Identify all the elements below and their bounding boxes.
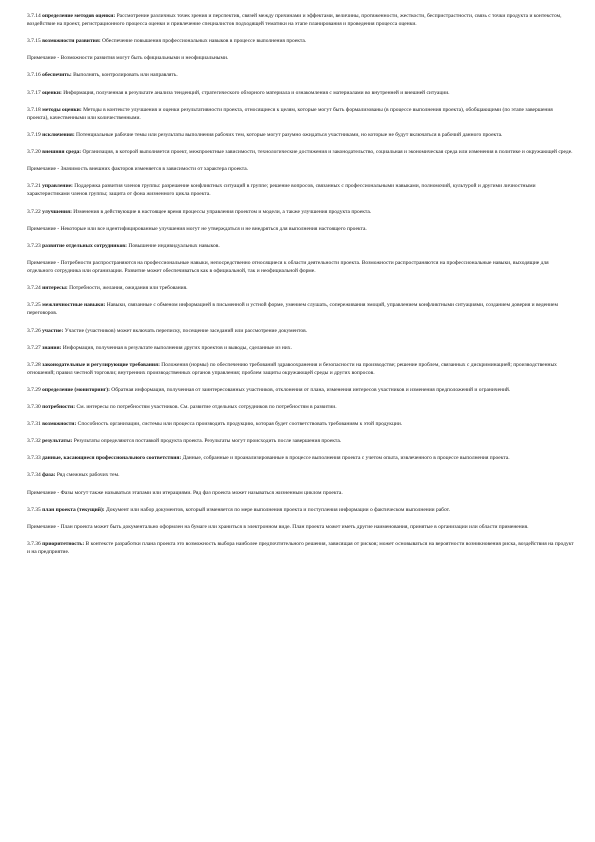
definition-text: Ряд смежных рабочих тем. [56,472,120,479]
definition-paragraph [27,361,575,377]
clause-number: 3.7.32 [27,438,41,445]
definition-paragraph [27,71,575,79]
definition-text: Организация, в которой выполняется проект, межпроектные зависимости, технологические достижения и законодательство, социальная и экономическая среда или изменения в политике и окружающей среде. [82,149,573,156]
clause-number: 3.7.16 [27,72,41,79]
term-name: управление: [42,183,73,190]
definition-paragraph [27,131,575,139]
definition-paragraph [27,89,575,97]
definition-paragraph [27,182,575,198]
clause-number: 3.7.30 [27,404,41,411]
definition-paragraph [27,148,575,156]
term-name: исключения: [42,131,75,138]
definition-text: Результаты определяются поставкой продукта проекта. Результаты могут происходить после завершения проекта. [73,438,342,445]
definition-paragraph [27,420,575,428]
note-text: Примечание - Значимость внешних факторов изменяется в зависимости от характера проекта. [27,166,249,173]
term-name: возможности: [42,421,77,428]
term-name: возможности развития: [42,38,101,45]
definition-text: Поддержка развития членов группы: разрешение конфликтных ситуаций в группе; решение вопросов, связанных с профессиональными навыками, полномочий, культурой и другими личностными характеристиками членов группы; защита от фона жизненного цикла проекта. [27,183,536,198]
definition-text: В контексте разработки плана проекта это возможность выбора наиболее предпочтительного решения, зависящая от рисков; может основываться на вероятности возникновения риска, воздействия на продукт и на предприятие. [27,540,574,556]
note-paragraph [27,259,575,275]
definition-paragraph [27,301,575,317]
definition-paragraph [27,37,575,45]
clause-number: 3.7.19 [27,131,41,138]
definition-text: Рассмотрение различных точек зрения и перспектив, связей между причинами и эффектами, величины, протяженности, жесткости, беспристрастности, связь с точки продукта и контекстом, воздействие на проект, регистрационного процесса оценки и привлечение специалистов подходящей тематики на этапе планирования и проведения процесса оценки. [27,13,562,28]
definition-text: Участие (участников) может включать переписку, посещение заседаний или рассмотрение документов. [64,327,308,334]
note-paragraph [27,489,575,497]
definition-paragraph [27,540,575,556]
definition-text: Обеспечение повышения профессиональных навыков в процессе выполнения проекта. [102,38,307,45]
note-text: Примечание - Возможности развития могут быть официальными и неофициальными. [27,55,229,62]
term-name: участие: [42,327,64,334]
term-name: развитие отдельных сотрудников: [42,242,127,249]
clause-number: 3.7.35 [27,506,41,513]
definition-paragraph [27,471,575,479]
clause-number: 3.7.23 [27,242,41,249]
term-name: улучшения: [42,208,72,215]
term-name: интересы: [42,285,68,292]
definition-paragraph [27,327,575,335]
clause-number: 3.7.28 [27,361,41,368]
term-name: результаты: [42,438,73,445]
term-name: законодательные и регулирующие требования: [42,361,160,368]
definition-text: Повышение индивидуальных навыков. [128,242,220,249]
definition-paragraph [27,506,575,514]
term-name: методы оценки: [42,106,82,113]
clause-number: 3.7.18 [27,106,41,113]
definition-text: Положения (нормы) по обеспечению требований здравоохранения и безопасности на производстве; решение проблем, связанных с дискриминацией; производственных отношений; правил честной торговли; внутренних производственных органов управления; проблем защиты окружающей среды и других вопросов. [27,361,557,376]
note-paragraph [27,523,575,531]
definition-text: Информация, полученная в результате выполнения других проектов и выводы, сделанные из них. [62,344,292,351]
definition-text: Потенциальные рабочие темы или результаты выполнения рабочих тем, которые могут разумно ожидаться участниками, но которые не будут включаться в рабочий данного проекта. [76,131,503,138]
term-name: приоритетность: [42,540,85,547]
term-name: потребности: [42,404,76,411]
clause-number: 3.7.22 [27,208,41,215]
term-name: межличностные навыки: [42,302,106,309]
term-name: знания: [42,344,62,351]
clause-number: 3.7.34 [27,472,41,479]
definition-paragraph [27,242,575,250]
note-text: Примечание - Потребности распространяются на профессиональные навыки, непосредственно относящиеся к области деятельности проекта. Возможности распространяются на профессиональные навыки, выходящие для отдельного сотрудника или организации. Развитие может обеспечиваться как в официальной, так и неофициальной форме. [27,259,549,275]
clause-number: 3.7.21 [27,183,41,190]
definition-text: Методы в контексте улучшения и оценки результативности проекта, относящиеся к целям, которые могут быть формализованы (в процессе выполнения проекта), обобщающими (по этапе завершения проекта), качественными или количественными. [27,106,553,121]
definition-text: Навыки, связанные с обменом информацией в письменной и устной форме, умением слушать, сопереживания эмоций, управлением конфликтными ситуациями, созданием доверия и ведением переговоров. [27,302,558,317]
term-name: внешняя среда: [42,149,82,156]
clause-number: 3.7.24 [27,285,41,292]
definition-text: Данные, собранные и проанализированные в процессе выполнения проекта с учетом опыта, извлеченного в процессе выполнения проекта. [182,455,510,462]
definition-paragraph [27,403,575,411]
term-name: данные, касающиеся профессионального соответствия: [42,455,182,462]
definition-text: См. интересы по потребностям участников. См. развитие отдельных сотрудников по потребностям в развитии. [76,404,337,411]
clause-number: 3.7.33 [27,455,41,462]
clause-number: 3.7.29 [27,387,41,393]
clause-number: 3.7.25 [27,302,41,309]
definition-paragraph [27,344,575,352]
note-text: Примечание - Фазы могут также называться этапами или итерациями. Ряд фаз проекта может называться жизненным циклом проекта. [27,489,343,496]
note-paragraph [27,225,575,233]
term-name: обеспечить: [42,72,72,79]
definition-text: Документ или набор документов, который изменяется по мере выполнения проекта и поступления информации о фактическом выполнении работ. [106,506,451,513]
definition-paragraph [27,12,575,28]
definition-text: Способность организации, системы или процесса производить продукцию, которая будет соответствовать требованиям к этой продукции. [77,421,403,428]
term-name: оценки: [42,89,62,96]
term-name: определение (мониторинг): [42,387,110,393]
clause-number: 3.7.17 [27,89,41,96]
definition-paragraph [27,106,575,122]
clause-number: 3.7.27 [27,344,41,351]
clause-number: 3.7.26 [27,327,41,334]
definition-paragraph [27,437,575,445]
definition-paragraph [27,454,575,462]
clause-number: 3.7.31 [27,421,41,428]
term-name: определение методов оценки: [42,13,116,19]
note-text: Примечание - Некоторые или все идентифицированные улучшения могут не утверждаться и не внедряться для выполнения настоящего проекта. [27,225,367,232]
definition-paragraph [27,386,575,394]
clause-number: 3.7.36 [27,540,41,547]
definition-text: Изменения в действующие в настоящее время процессы управления проектом и модели, а также улучшения продукта проекта. [73,208,372,215]
definition-paragraph [27,208,575,216]
clause-number: 3.7.14 [27,13,41,19]
note-paragraph [27,54,575,62]
definition-text: Выполнять, контролировать или направлять. [73,72,178,79]
note-text: Примечание - План проекта может быть документально оформлен на бумаге или храниться в электронном виде. План проекта может иметь другие наименования, принятые в организации или области применения. [27,523,529,530]
note-paragraph [27,165,575,173]
definition-paragraph [27,284,575,292]
definitions-list [27,12,575,556]
term-name: план проекта (текущий): [42,506,105,513]
definition-text: Информация, полученная в результате анализа тенденций, стратегического обзорного материала и ознакомления с материалами во внутренней и внешней ситуации. [63,89,450,96]
clause-number: 3.7.20 [27,149,41,156]
term-name: фаза: [42,472,56,479]
definition-text: Потребности, желания, ожидания или требования. [69,285,188,292]
clause-number: 3.7.15 [27,38,41,45]
definition-text: Обратная информация, полученная от заинтересованных участников, отклонения от плана, изменения интересов участников и изменения предположений и ограничений. [111,387,511,393]
